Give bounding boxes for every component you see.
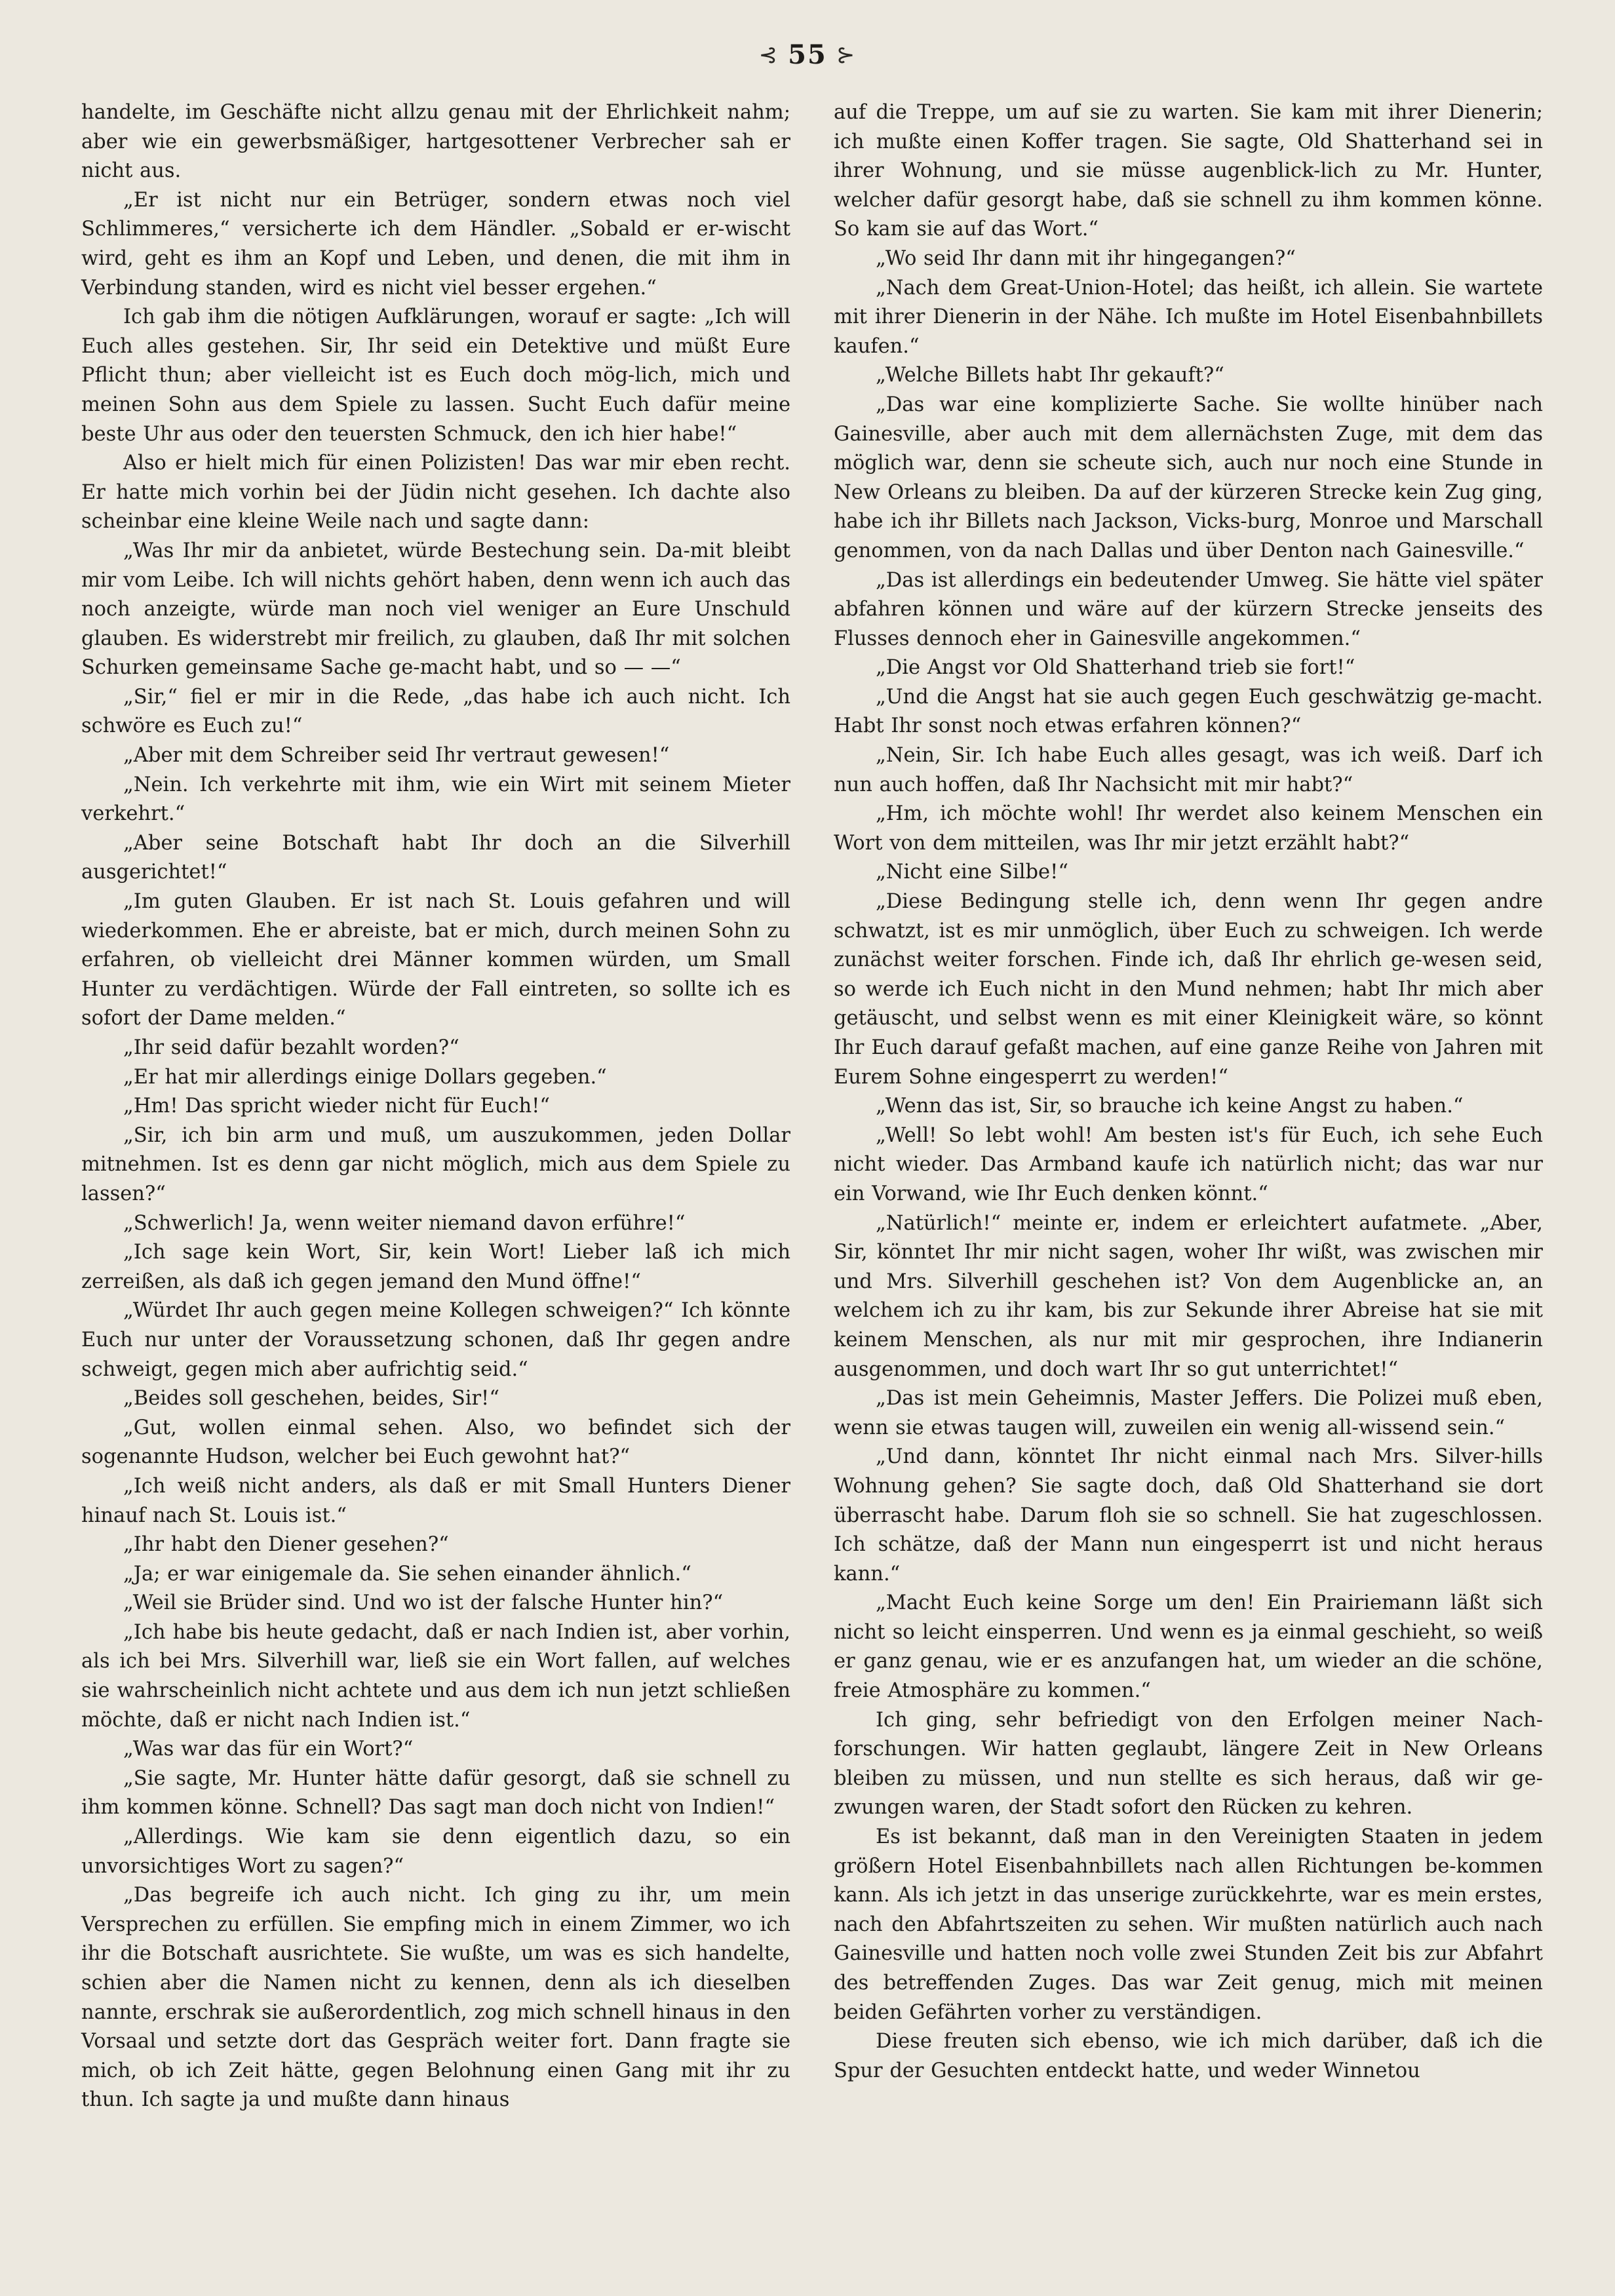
paragraph: „Er ist nicht nur ein Betrüger, sondern etwas noch viel Schlimmeres,“ versicherte ich dem Händler. „Sobald er er-wischt wird, geht es ihm an Kopf und Leben, und denen, die mit ihm in Verbindung standen, wird es nicht viel besser ergehen.“ [81, 188, 790, 300]
paragraph: „Schwerlich! Ja, wenn weiter niemand davon erführe!“ [123, 1211, 686, 1235]
paragraph: „Aber seine Botschaft habt Ihr doch an die Silverhill ausgerichtet!“ [81, 831, 790, 884]
paragraph: „Hm! Das spricht wieder nicht für Euch!“ [123, 1095, 550, 1118]
paragraph: „Wo seid Ihr dann mit ihr hingegangen?“ [876, 246, 1296, 270]
paragraph: „Im guten Glauben. Er ist nach St. Louis gefahren und will wiederkommen. Ehe er abreiste, bat er mich, durch meinen Sohn zu erfahren, ob vielleicht drei Männer kommen würden, um Small Hunter zu verdächtigen. Würde der Fall eintreten, so sollte ich es sofort der Dame melden.“ [81, 890, 790, 1030]
paragraph: „Das ist mein Geheimnis, Master Jeffers. Die Polizei muß eben, wenn sie etwas taugen will, zuweilen ein wenig all-wissend sein.“ [834, 1387, 1543, 1439]
left-column [81, 98, 790, 2115]
paragraph: „Das war eine komplizierte Sache. Sie wollte hinüber nach Gainesville, aber auch mit dem allernächsten Zuge, mit dem das möglich war, denn sie scheute sich, auch nur noch eine Stunde in New Orleans zu bleiben. Da auf der kürzeren Strecke kein Zug ging, habe ich ihr Billets nach Jackson, Vicks-burg, Monroe und Marschall genommen, von da nach Dallas und über Denton nach Gainesville.“ [834, 393, 1543, 562]
paragraph: „Hm, ich möchte wohl! Ihr werdet also keinem Menschen ein Wort von dem mitteilen, was Ihr mir jetzt erzählt habt?“ [834, 802, 1543, 855]
paragraph: „Sir, ich bin arm und muß, um auszukommen, jeden Dollar mitnehmen. Ist es denn gar nicht möglich, mich aus dem Spiele zu lassen?“ [81, 1123, 790, 1205]
paragraph: Ich gab ihm die nötigen Aufklärungen, worauf er sagte: „Ich will Euch alles gestehen. Sir, Ihr seid ein Detektive und müßt Eure Pflicht thun; aber vielleicht ist es Euch doch mög-lich, mich und meinen Sohn aus dem Spiele zu lassen. Sucht Euch dafür meine beste Uhr aus oder den teuersten Schmuck, den ich hier habe!“ [81, 305, 790, 446]
paragraph: „Und die Angst hat sie auch gegen Euch geschwätzig ge-macht. Habt Ihr sonst noch etwas erfahren können?“ [834, 685, 1543, 738]
paragraph: „Well! So lebt wohl! Am besten ist's für Euch, ich sehe Euch nicht wieder. Das Armband kaufe ich natürlich nicht; das war nur ein Vorwand, wie Ihr Euch denken könnt.“ [834, 1123, 1543, 1205]
paragraph: „Ich weiß nicht anders, als daß er mit Small Hunters Diener hinauf nach St. Louis ist.“ [81, 1474, 790, 1527]
paragraph: „Ja; er war einigemale da. Sie sehen einander ähnlich.“ [123, 1562, 691, 1586]
paragraph: Diese freuten sich ebenso, wie ich mich darüber, daß ich die Spur der Gesuchten entdeckt hatte, und weder Winnetou [834, 2030, 1543, 2082]
paragraph: „Welche Billets habt Ihr gekauft?“ [876, 364, 1224, 387]
page-header [0, 39, 1615, 70]
paragraph: „Macht Euch keine Sorge um den! Ein Prairiemann läßt sich nicht so leicht einsperren. Und wenn es ja einmal geschieht, so weiß er ganz genau, wie er es anzufangen hat, um wieder an die schöne, freie Atmosphäre zu kommen.“ [834, 1591, 1543, 1703]
paragraph: „Das ist allerdings ein bedeutender Umweg. Sie hätte viel später abfahren können und wäre auf der kürzern Strecke jenseits des Flusses dennoch eher in Gainesville angekommen.“ [834, 568, 1543, 650]
paragraph: „Wenn das ist, Sir, so brauche ich keine Angst zu haben.“ [876, 1095, 1464, 1118]
paragraph: „Sie sagte, Mr. Hunter hätte dafür gesorgt, daß sie schnell zu ihm kommen könne. Schnell? Das sagt man doch nicht von Indien!“ [81, 1766, 790, 1819]
ornament-left-icon: ⊰ [758, 41, 779, 68]
paragraph: „Würdet Ihr auch gegen meine Kollegen schweigen?“ Ich könnte Euch nur unter der Voraussetzung schonen, daß Ihr gegen andre schweigt, gegen mich aber aufrichtig seid.“ [81, 1299, 790, 1381]
paragraph: Ich ging, sehr befriedigt von den Erfolgen meiner Nach-forschungen. Wir hatten geglaubt, längere Zeit in New Orleans bleiben zu müssen, und nun stellte es sich heraus, daß wir ge-zwungen waren, der Stadt sofort den Rücken zu kehren. [834, 1708, 1543, 1819]
paragraph: Also er hielt mich für einen Polizisten! Das war mir eben recht. Er hatte mich vorhin bei der Jüdin nicht gesehen. Ich dachte also scheinbar eine kleine Weile nach und sagte dann: [81, 452, 790, 534]
paragraph: „Was war das für ein Wort?“ [123, 1738, 414, 1761]
paragraph: „Das begreife ich auch nicht. Ich ging zu ihr, um mein Versprechen zu erfüllen. Sie empfing mich in einem Zimmer, wo ich ihr die Botschaft ausrichtete. Sie wußte, um was es sich handelte, schien aber die Namen nicht zu kennen, denn als ich dieselben nannte, erschrak sie außerordentlich, zog mich schnell hinaus in den Vorsaal und setzte dort das Gespräch weiter fort. Dann fragte sie mich, ob ich Zeit hätte, gegen Belohnung einen Gang mit ihr zu thun. Ich sagte ja und mußte dann hinaus [81, 1884, 790, 2112]
paragraph: „Gut, wollen einmal sehen. Also, wo befindet sich der sogenannte Hudson, welcher bei Euch gewohnt hat?“ [81, 1416, 790, 1469]
paragraph: „Weil sie Brüder sind. Und wo ist der falsche Hunter hin?“ [123, 1591, 724, 1615]
paragraph: „Ich habe bis heute gedacht, daß er nach Indien ist, aber vorhin, als ich bei Mrs. Silverhill war, ließ sie ein Wort fallen, auf welches sie wahrscheinlich nicht achtete und aus dem ich nun jetzt schließen möchte, daß er nicht nach Indien ist.“ [81, 1620, 790, 1732]
paragraph: „Ihr habt den Diener gesehen?“ [123, 1533, 449, 1557]
paragraph: „Sir,“ fiel er mir in die Rede, „das habe ich auch nicht. Ich schwöre es Euch zu!“ [81, 685, 790, 738]
paragraph: „Natürlich!“ meinte er, indem er erleichtert aufatmete. „Aber, Sir, könntet Ihr mir nicht sagen, woher Ihr wißt, was zwischen mir und Mrs. Silverhill geschehen ist? Von dem Augenblicke an, an welchem ich zu ihr kam, bis zur Sekunde ihrer Abreise hat sie mit keinem Menschen, als nur mit mir gesprochen, ihre Indianerin ausgenommen, und doch wart Ihr so gut unterrichtet!“ [834, 1211, 1543, 1381]
paragraph: „Diese Bedingung stelle ich, denn wenn Ihr gegen andre schwatzt, ist es mir unmöglich, über Euch zu schweigen. Ich werde zunächst weiter forschen. Finde ich, daß Ihr ehrlich ge-wesen seid, so werde ich Euch nicht in den Mund nehmen; habt Ihr mich aber getäuscht, und selbst wenn es mit einer Kleinigkeit wäre, so könnt Ihr Euch darauf gefaßt machen, auf eine ganze Reihe von Jahren mit Eurem Sohne eingesperrt zu werden!“ [834, 890, 1543, 1089]
paragraph: „Ich sage kein Wort, Sir, kein Wort! Lieber laß ich mich zerreißen, als daß ich gegen jemand den Mund öffne!“ [81, 1241, 790, 1293]
paragraph: auf die Treppe, um auf sie zu warten. Sie kam mit ihrer Dienerin; ich mußte einen Koffer tragen. Sie sagte, Old Shatterhand sei in ihrer Wohnung, und sie müsse augenblick-lich zu Mr. Hunter, welcher dafür gesorgt habe, daß sie schnell zu ihm kommen könne. So kam sie auf das Wort.“ [834, 101, 1543, 241]
right-column [834, 98, 1543, 2086]
ornament-right-icon: ⊱ [836, 41, 857, 68]
paragraph: „Nein. Ich verkehrte mit ihm, wie ein Wirt mit seinem Mieter verkehrt.“ [81, 773, 790, 826]
paragraph: „Beides soll geschehen, beides, Sir!“ [123, 1387, 499, 1411]
paragraph: „Nach dem Great-Union-Hotel; das heißt, ich allein. Sie wartete mit ihrer Dienerin in der Nähe. Ich mußte im Hotel Eisenbahnbillets kaufen.“ [834, 276, 1543, 358]
paragraph: handelte, im Geschäfte nicht allzu genau mit der Ehrlichkeit nahm; aber wie ein gewerbsmäßiger, hartgesottener Verbrecher sah er nicht aus. [81, 101, 790, 183]
paragraph: „Nein, Sir. Ich habe Euch alles gesagt, was ich weiß. Darf ich nun auch hoffen, daß Ihr Nachsicht mit mir habt?“ [834, 744, 1543, 796]
paragraph: Es ist bekannt, daß man in den Vereinigten Staaten in jedem größern Hotel Eisenbahnbillets nach allen Richtungen be-kommen kann. Als ich jetzt in das unserige zurückkehrte, war es mein erstes, nach den Abfahrtszeiten zu sehen. Wir mußten natürlich auch nach Gainesville und hatten noch volle zwei Stunden Zeit bis zur Abfahrt des betreffenden Zuges. Das war Zeit genug, mich mit meinen beiden Gefährten vorher zu verständigen. [834, 1825, 1543, 2024]
page-number: 55 [788, 39, 827, 70]
paragraph: „Was Ihr mir da anbietet, würde Bestechung sein. Da-mit bleibt mir vom Leibe. Ich will nichts gehört haben, denn wenn ich auch das noch anzeigte, würde man noch viel weniger an Eure Unschuld glauben. Es widerstrebt mir freilich, zu glauben, daß Ihr mit solchen Schurken gemeinsame Sache ge-macht habt, und so — —“ [81, 539, 790, 680]
paragraph: „Allerdings. Wie kam sie denn eigentlich dazu, so ein unvorsichtiges Wort zu sagen?“ [81, 1825, 790, 1878]
paragraph: „Ihr seid dafür bezahlt worden?“ [123, 1036, 459, 1059]
paragraph: „Die Angst vor Old Shatterhand trieb sie fort!“ [876, 656, 1355, 680]
paragraph: „Nicht eine Silbe!“ [876, 861, 1068, 884]
paragraph: „Aber mit dem Schreiber seid Ihr vertraut gewesen!“ [123, 744, 670, 768]
paragraph: „Und dann, könntet Ihr nicht einmal nach Mrs. Silver-hills Wohnung gehen? Sie sagte doch, daß Old Shatterhand sie dort überrascht habe. Darum floh sie so schnell. Sie hat zugeschlossen. Ich schätze, daß der Mann nun eingesperrt ist und nicht heraus kann.“ [834, 1445, 1543, 1586]
paragraph: „Er hat mir allerdings einige Dollars gegeben.“ [123, 1065, 607, 1089]
